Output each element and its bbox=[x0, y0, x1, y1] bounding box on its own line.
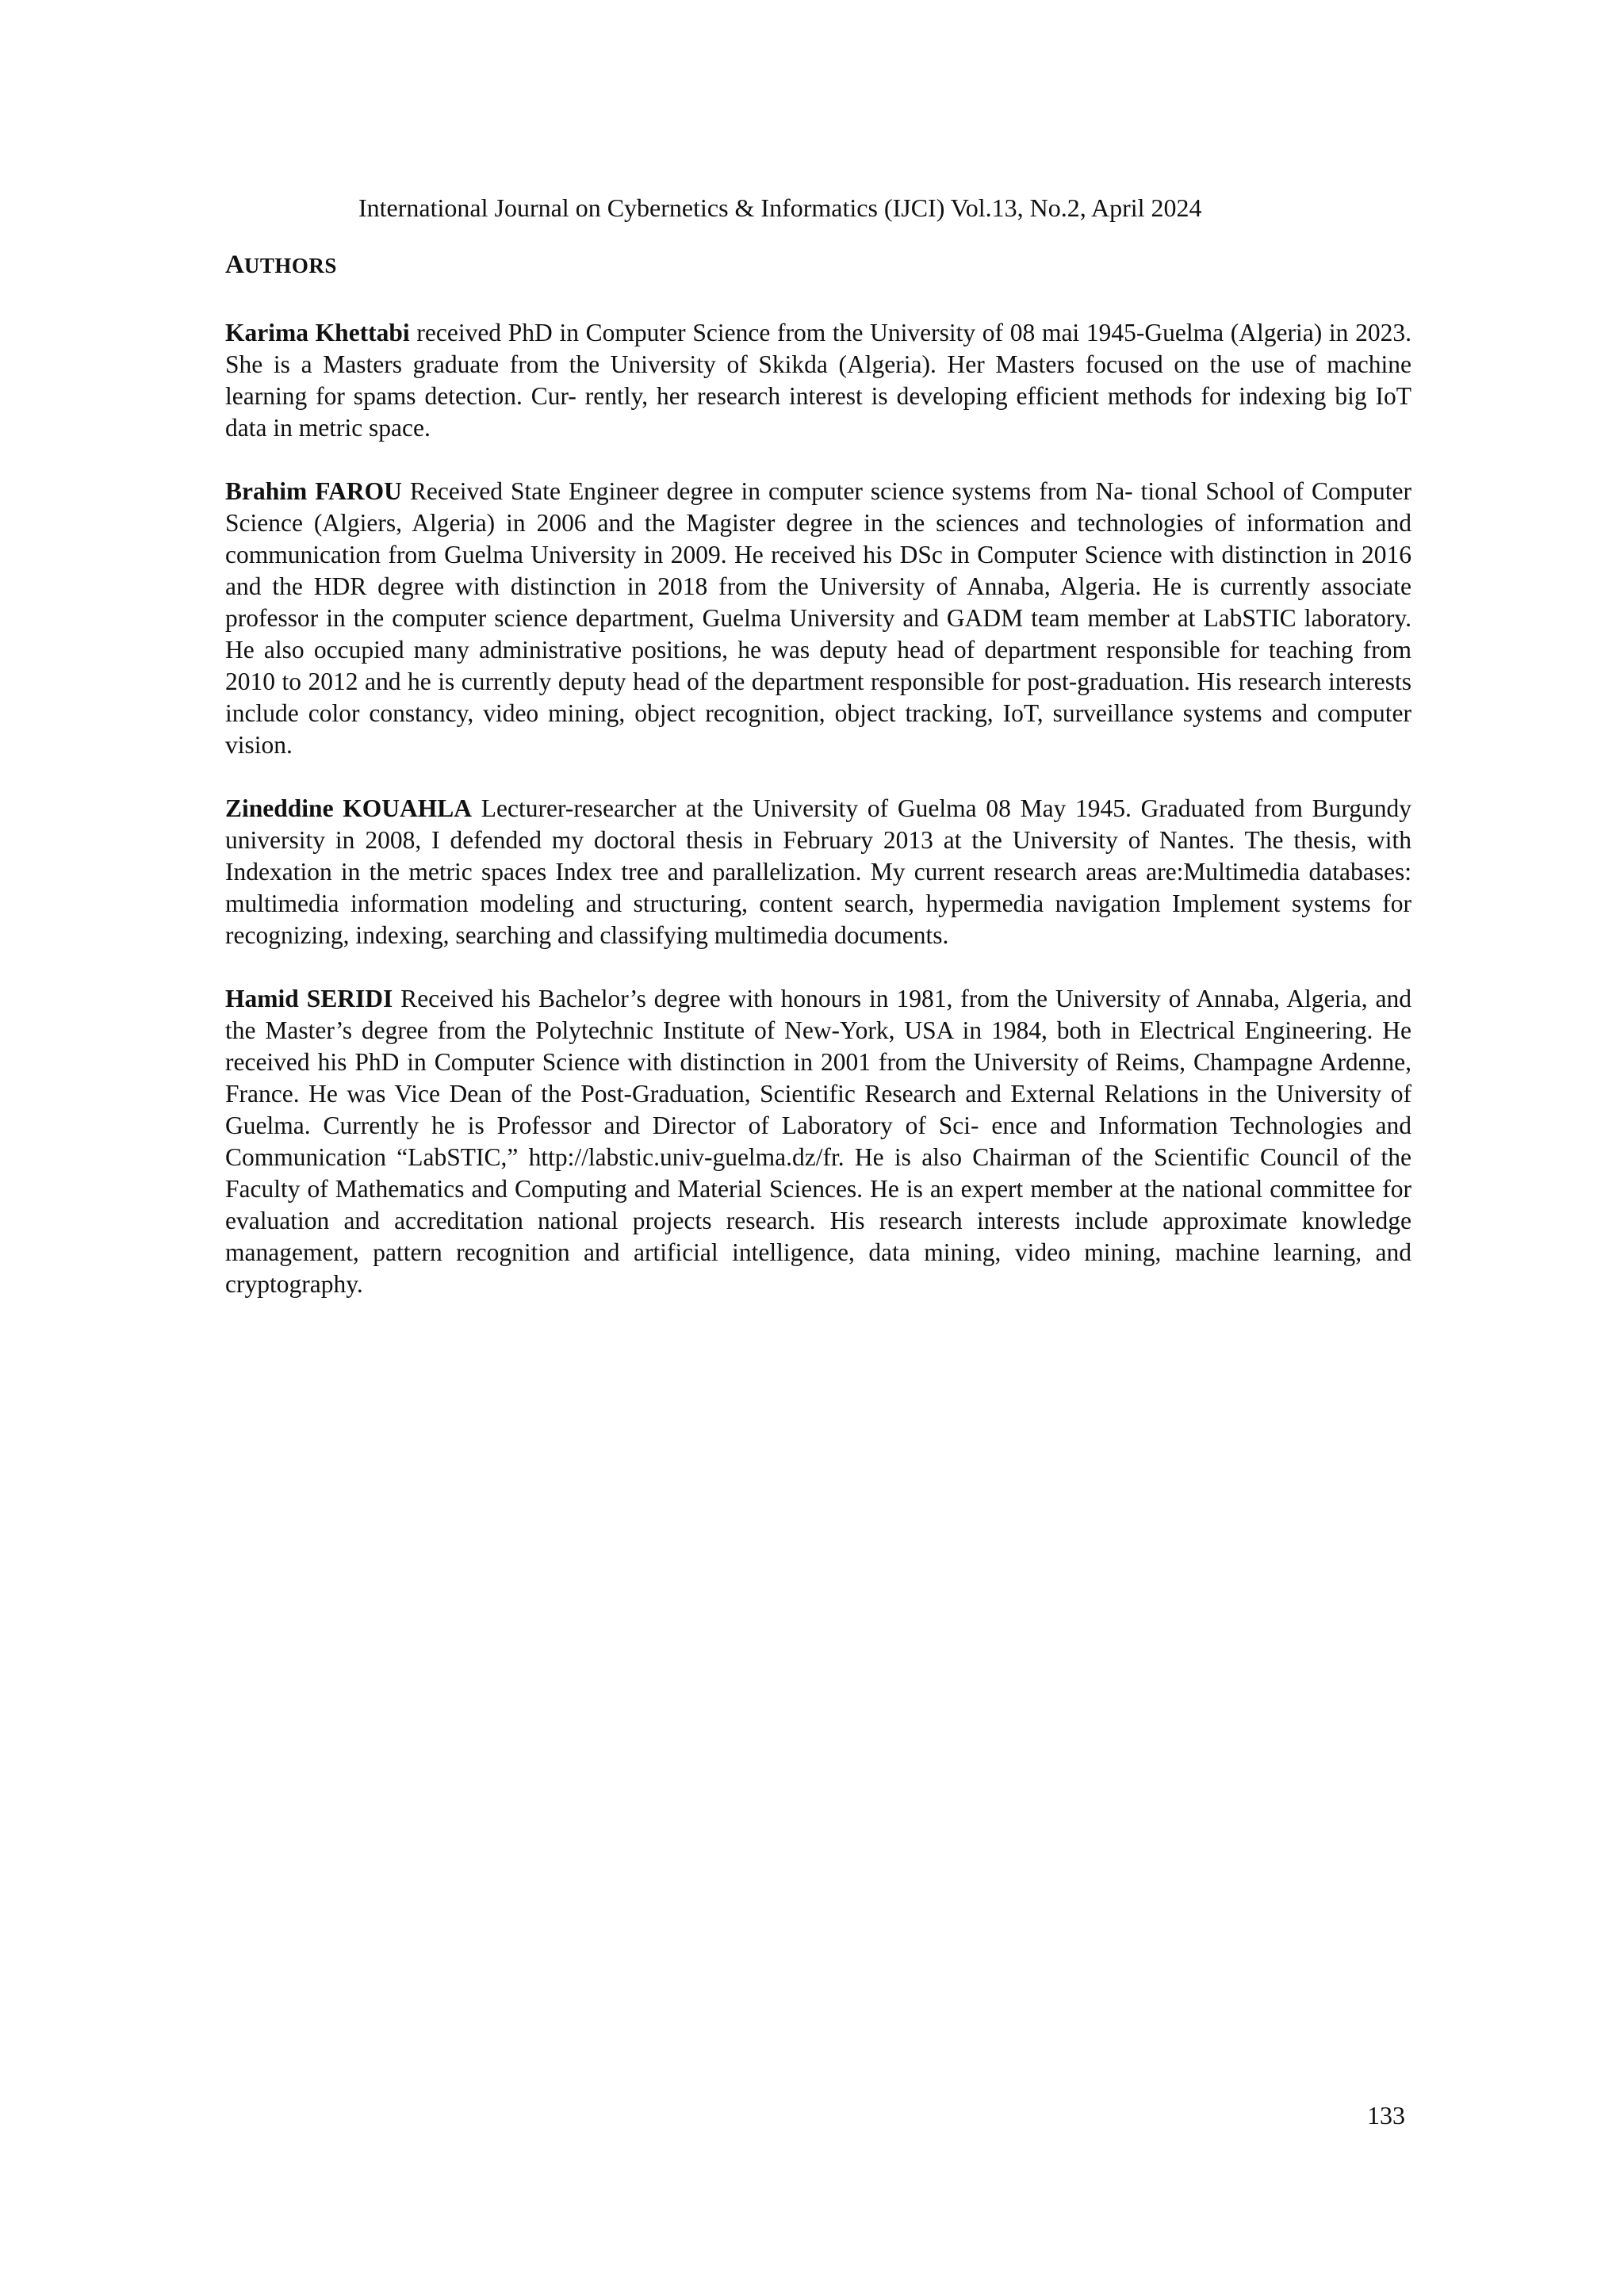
author-bio-text: Received State Engineer degree in computer science systems from Na- tional School of Computer Science (Algiers, Algeria) in 2006 and the Magister degree in the sciences and technologies of information and communication from Guelma University in 2009. He received his DSc in Computer Science with distinction in 2016 and the HDR degree with distinction in 2018 from the University of Annaba, Algeria. He is currently associate professor in the computer science department, Guelma University and GADM team member at LabSTIC laboratory. He also occupied many administrative positions, he was deputy head of department responsible for teaching from 2010 to 2012 and he is currently deputy head of the department responsible for post-graduation. His research interests include color constancy, video mining, object recognition, object tracking, IoT, surveillance systems and computer vision. bbox=[225, 477, 1411, 759]
section-heading-rest: UTHORS bbox=[243, 254, 337, 277]
author-name: Hamid SERIDI bbox=[225, 985, 393, 1012]
running-header: International Journal on Cybernetics & Informatics (IJCI) Vol.13, No.2, April 2024 bbox=[358, 193, 1202, 222]
section-heading-authors bbox=[225, 252, 337, 278]
author-bio-seridi bbox=[225, 983, 1411, 1300]
author-bios bbox=[225, 317, 1411, 1332]
author-bio-text: Received his Bachelor’s degree with honours in 1981, from the University of Annaba, Algeria, and the Master’s degree from the Polytechnic Institute of New-York, USA in 1984, both in Electrical Engineering. He received his PhD in Computer Science with distinction in 2001 from the University of Reims, Champagne Ardenne, France. He was Vice Dean of the Post-Graduation, Scientific Research and External Relations in the University of Guelma. Currently he is Professor and Director of Laboratory of Sci- ence and Information Technologies and Communication “LabSTIC,” http://labstic.univ-guelma.dz/fr. He is also Chairman of the Scientific Council of the Faculty of Mathematics and Computing and Material Sciences. He is an expert member at the national committee for evaluation and accreditation national projects research. His research interests include approximate knowledge management, pattern recognition and artificial intelligence, data mining, video mining, machine learning, and cryptography. bbox=[225, 985, 1411, 1298]
author-bio-farou bbox=[225, 476, 1411, 761]
section-heading-initial: A bbox=[225, 251, 244, 279]
author-name: Zineddine KOUAHLA bbox=[225, 794, 473, 822]
author-name: Karima Khettabi bbox=[225, 319, 410, 346]
author-bio-text: received PhD in Computer Science from the University of 08 mai 1945-Guelma (Algeria) in 2023. She is a Masters graduate from the University of Skikda (Algeria). Her Masters focused on the use of machine learning for spams detection. Cur- rently, her research interest is developing efficient methods for indexing big IoT data in metric space. bbox=[225, 319, 1411, 442]
author-bio-khettabi bbox=[225, 317, 1411, 444]
author-bio-kouahla bbox=[225, 793, 1411, 951]
page-number: 133 bbox=[1367, 2101, 1405, 2130]
author-name: Brahim FAROU bbox=[225, 477, 402, 505]
author-bio-text: Lecturer-researcher at the University of Guelma 08 May 1945. Graduated from Burgundy university in 2008, I defended my doctoral thesis in February 2013 at the University of Nantes. The thesis, with Indexation in the metric spaces Index tree and parallelization. My current research areas are:Multimedia databases: multimedia information modeling and structuring, content search, hypermedia navigation Implement systems for recognizing, indexing, searching and classifying multimedia documents. bbox=[225, 794, 1411, 949]
